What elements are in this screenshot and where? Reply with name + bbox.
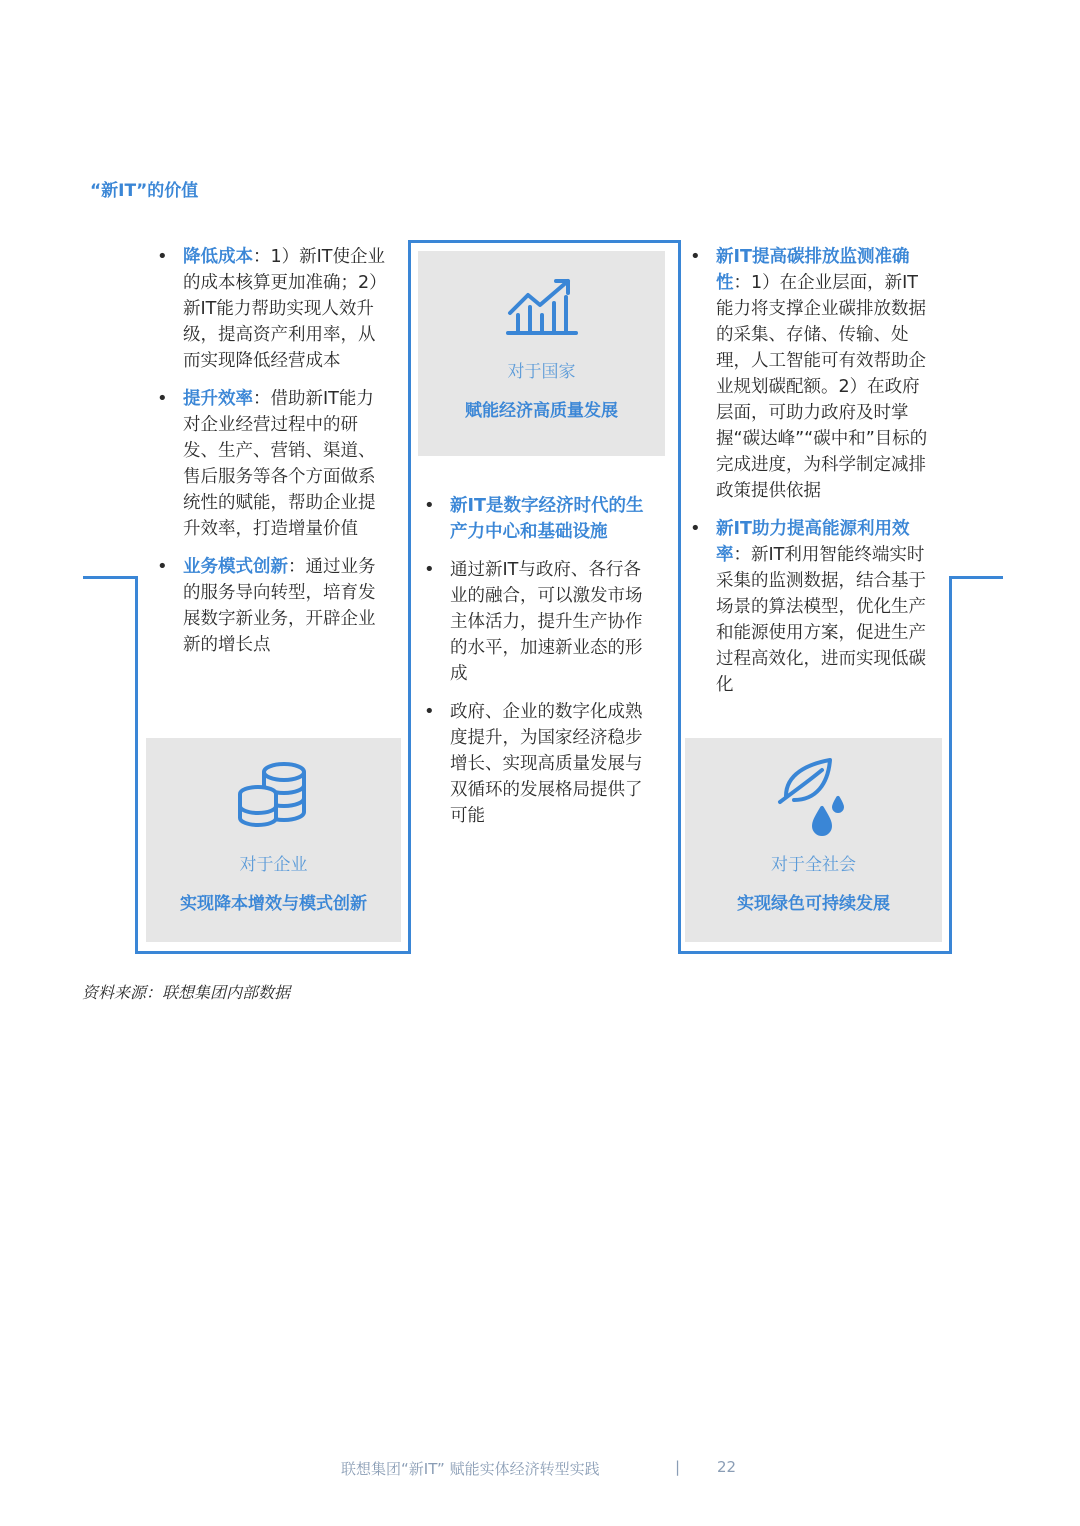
- list-item: [424, 493, 652, 545]
- frame-mid-left-vertical: [408, 240, 411, 954]
- item-text: ：1）在企业层面，新IT能力将支撑企业碳排放数据的采集、存储、传输、处理，人工智能可有效帮助企业规划碳配额。2）在政府层面，可助力政府及时掌握“碳达峰”“碳中和”目标的完成进度，为科学制定减排政策提供依据: [716, 273, 928, 501]
- item-text: ：通过业务的服务导向转型，培育发展数字新业务，开辟企业新的增长点: [183, 557, 376, 655]
- growth-chart-icon: [506, 275, 578, 337]
- keyword: 业务模式创新: [183, 557, 288, 577]
- item-text: ：1）新IT使企业的成本核算更加准确；2）新IT能力帮助实现人效升级，提高资产利用率，从而实现降低经营成本: [183, 247, 385, 371]
- list-item: [690, 244, 928, 504]
- right-column: [690, 244, 928, 710]
- list-item: [157, 386, 385, 542]
- list-item: [424, 699, 652, 829]
- nation-box: [418, 251, 665, 456]
- frame-mid-right-vertical: [678, 240, 681, 954]
- item-text: 政府、企业的数字化成熟度提升，为国家经济稳步增长、实现高质量发展与双循环的发展格局提供了可能: [450, 702, 643, 826]
- frame-mid-top: [408, 240, 681, 243]
- box-subtitle: 对于企业: [239, 855, 308, 875]
- box-title: 赋能经济高质量发展: [465, 401, 618, 421]
- item-text: ：新IT利用智能终端实时采集的监测数据，结合基于场景的算法模型，优化生产和能源使用方案，促进生产过程高效化，进而实现低碳化: [716, 545, 926, 695]
- frame-left-horizontal: [83, 576, 138, 579]
- frame-left-bottom: [135, 951, 411, 954]
- footer-separator: |: [675, 1458, 681, 1476]
- headline: 新IT是数字经济时代的生产力中心和基础设施: [450, 496, 644, 542]
- frame-right-bottom: [678, 951, 952, 954]
- item-text: 通过新IT与政府、各行各业的融合，可以激发市场主体活力，提升生产协作的水平，加速新业态的形成: [450, 560, 643, 684]
- frame-right-vertical: [949, 576, 952, 954]
- keyword: 新IT提高碳排放监测准确性: [716, 247, 910, 293]
- coins-stack-icon: [234, 758, 314, 834]
- footer-title: 联想集团“新IT” 赋能实体经济转型实践: [341, 1460, 600, 1478]
- list-item: [157, 244, 385, 374]
- box-subtitle: 对于国家: [507, 362, 576, 382]
- keyword: 新IT助力提高能源利用效率: [716, 519, 910, 565]
- list-item: [424, 557, 652, 687]
- page-number: 22: [717, 1458, 737, 1476]
- list-item: [157, 554, 385, 658]
- society-box: [685, 738, 942, 942]
- source-note: 资料来源：联想集团内部数据: [82, 983, 291, 1002]
- enterprise-box: [146, 738, 401, 942]
- left-column: [157, 244, 385, 670]
- frame-right-horizontal: [949, 576, 1003, 579]
- box-title: 实现绿色可持续发展: [737, 894, 890, 914]
- keyword: 降低成本: [183, 247, 253, 267]
- leaf-water-drop-icon: [776, 756, 852, 836]
- frame-left-vertical: [135, 576, 138, 954]
- box-subtitle: 对于全社会: [771, 855, 856, 875]
- list-item: [690, 516, 928, 698]
- section-title: “新IT”的价值: [90, 181, 199, 201]
- keyword: 提升效率: [183, 389, 253, 409]
- item-text: ：借助新IT能力对企业经营过程中的研发、生产、营销、渠道、售后服务等各个方面做系统性的赋能，帮助企业提升效率，打造增量价值: [183, 389, 376, 539]
- middle-column: [424, 493, 652, 841]
- box-title: 实现降本增效与模式创新: [180, 894, 367, 914]
